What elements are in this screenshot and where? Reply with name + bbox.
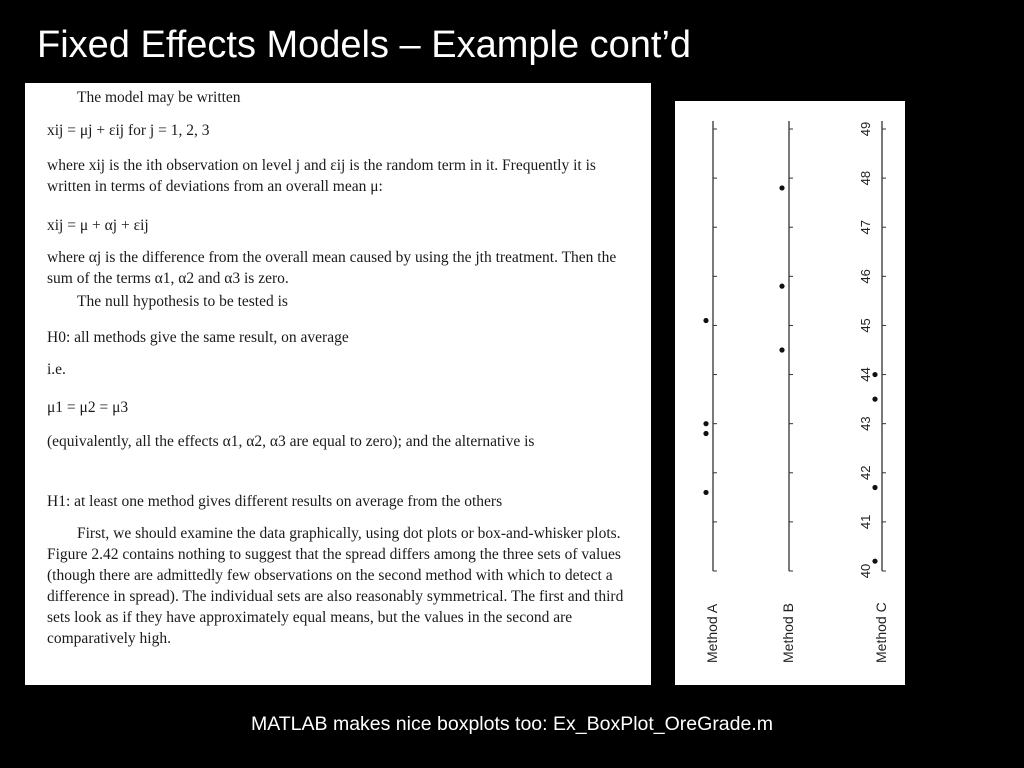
slide-title: Fixed Effects Models – Example cont’d [37,24,692,66]
series-label-1: Method A [704,603,720,663]
tick-label-4: 43 [858,416,873,431]
tick-label-10: 49 [858,121,873,137]
tick-label-8: 47 [858,219,873,235]
data-point-2-1 [779,347,784,352]
tick-label-7: 46 [858,269,873,284]
doc-equation-1: xij = μj + εij for j = 1, 2, 3 [47,122,210,139]
data-point-3-1 [872,559,877,564]
data-point-2-2 [779,284,784,289]
series-label-2: Method B [780,603,796,663]
doc-line-null: The null hypothesis to be tested is [77,293,288,310]
dot-plot [675,101,905,685]
doc-para-4: First, we should examine the data graphically, using dot plots or box-and-whisker plots. Figure 2.42 contains nothing to suggest that the spread differs among the three sets of values (though there are admittedly few observations on the second method with which to detect a difference in spread). The individual sets are also reasonably symmetrical. The first and third sets look as if they have approximately equal means, but the values in the second are comparatively high. [47,525,624,647]
data-point-2-3 [779,185,784,190]
tick-label-6: 45 [858,318,873,333]
data-point-1-1 [703,490,708,495]
doc-h1: H1: at least one method gives different results on average from the others [47,493,503,510]
doc-ie: i.e. [47,361,66,378]
doc-equation-2: xij = μ + αj + εij [47,217,149,234]
doc-para-2: where αj is the difference from the overall mean caused by using the jth treatment. Then the sum of the terms α1, α2 and α3 is zero. [47,249,617,287]
slide-caption: MATLAB makes nice boxplots too: Ex_BoxPlot_OreGrade.m [250,713,774,735]
doc-para-3: (equivalently, all the effects α1, α2, α3 are equal to zero); and the alternative is [47,433,535,450]
doc-line-intro: The model may be written [77,89,241,106]
data-point-1-3 [703,421,708,426]
doc-para-1: where xij is the ith observation on level j and εij is the random term in it. Frequently it is written in terms of deviations from an overall mean μ: [47,157,596,195]
data-point-1-4 [703,318,708,323]
doc-equation-3: μ1 = μ2 = μ3 [47,399,129,416]
tick-label-9: 48 [858,170,873,186]
textbook-excerpt [25,83,651,685]
tick-label-2: 41 [858,514,873,530]
data-point-3-3 [872,397,877,402]
tick-label-3: 42 [858,465,873,481]
tick-label-1: 40 [858,563,873,579]
data-point-3-4 [872,372,877,377]
series-label-3: Method C [873,602,889,663]
dot-plot-figure [675,101,905,685]
doc-h0: H0: all methods give the same result, on average [47,329,349,346]
data-point-3-2 [872,485,877,490]
tick-label-5: 44 [858,367,873,382]
data-point-1-2 [703,431,708,436]
